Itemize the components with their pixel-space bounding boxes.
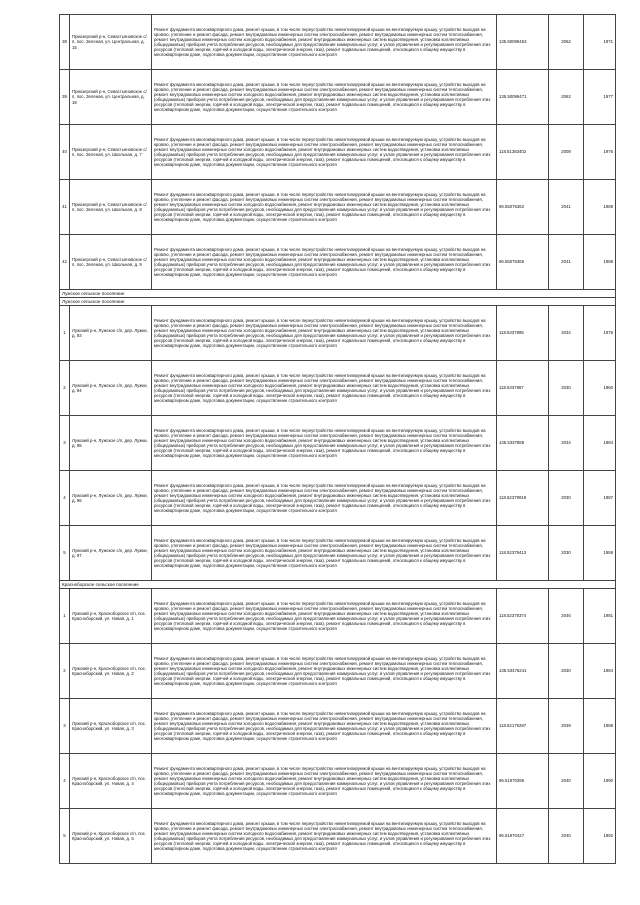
table-row xyxy=(60,589,616,644)
table-row xyxy=(60,70,616,125)
construction-year: 1976 xyxy=(584,306,616,361)
cost-value: 118.5337895 xyxy=(497,306,549,361)
table-row xyxy=(60,471,616,526)
building-address: Приозерский р-н, Севастьяновское с/п, пос. Зеленая, ул. Центральная, д. 15 xyxy=(70,15,152,70)
building-address: Приозерский р-н, Севастьяновское с/п, пос. Зеленая, ул. Школьная, д. 9 xyxy=(70,235,152,290)
repair-works-list: Ремонт фундамента многоквартирного дома, ремонт крыши, в том числе переустройство невентилируемой крыши на вентилируемую крышу, устройство выходов на кровлю, утепление и ремонт фасада, ремонт внутридомовых инженерных систем электроснабжения, ремонт внутридомовых инженерных систем теплоснабжения, ремонт внутридомовых инженерных систем холодного водоснабжения, ремонт внутридомовых инженерных систем водоотведения, установка коллективных (общедомовых) приборов учета потребления ресурсов, необходимых для предоставления коммунальных услуг, и узлов управления и регулирования потребления этих ресурсов (тепловой энергии, горячей и холодной воды, электрической энергии, газа), ремонт подвальных помещений, относящихся к общему имуществу в многоквартирном доме, подготовка документации, осуществление строительного контроля xyxy=(152,589,497,644)
building-address: Лужский р-н, Лужское с/п, дер. Лужки, д. 96 xyxy=(70,471,152,526)
repair-works-list: Ремонт фундамента многоквартирного дома, ремонт крыши, в том числе переустройство невентилируемой крыши на вентилируемую крышу, устройство выходов на кровлю, утепление и ремонт фасада, ремонт внутридомовых инженерных систем электроснабжения, ремонт внутридомовых инженерных систем теплоснабжения, ремонт внутридомовых инженерных систем холодного водоснабжения, ремонт внутридомовых инженерных систем водоотведения, установка коллективных (общедомовых) приборов учета потребления ресурсов, необходимых для предоставления коммунальных услуг, и узлов управления и регулирования потребления этих ресурсов (тепловой энергии, горячей и холодной воды, электрической энергии, газа), ремонт подвальных помещений, относящихся к общему имуществу в многоквартирном доме, подготовка документации, осуществление строительного контроля xyxy=(152,471,497,526)
cost-value: 118.52379413 xyxy=(497,526,549,581)
cost-value: 135.50099463 xyxy=(497,15,549,70)
table-row xyxy=(60,699,616,754)
row-number: 40 xyxy=(60,125,70,180)
completion-year: 2040 xyxy=(549,809,584,864)
building-address: Лужский р-н, Лужское с/п, дер. Лужки, д. 97 xyxy=(70,526,152,581)
table-row xyxy=(60,416,616,471)
completion-year: 2062 xyxy=(549,15,584,70)
cost-value: 118.52378374 xyxy=(497,589,549,644)
document-page xyxy=(59,14,615,864)
repair-works-list: Ремонт фундамента многоквартирного дома, ремонт крыши, в том числе переустройство невентилируемой крыши на вентилируемую крышу, устройство выходов на кровлю, утепление и ремонт фасада, ремонт внутридомовых инженерных систем электроснабжения, ремонт внутридомовых инженерных систем теплоснабжения, ремонт внутридомовых инженерных систем холодного водоснабжения, ремонт внутридомовых инженерных систем водоотведения, установка коллективных (общедомовых) приборов учета потребления ресурсов, необходимых для предоставления коммунальных услуг, и узлов управления и регулирования потребления этих ресурсов (тепловой энергии, горячей и холодной воды, электрической энергии, газа), ремонт подвальных помещений, относящихся к общему имуществу в многоквартирном доме, подготовка документации, осуществление строительного контроля xyxy=(152,754,497,809)
construction-year: 1977 xyxy=(584,70,616,125)
row-number: 1 xyxy=(60,306,70,361)
housing-repair-table xyxy=(59,14,616,864)
repair-works-list: Ремонт фундамента многоквартирного дома, ремонт крыши, в том числе переустройство невентилируемой крыши на вентилируемую крышу, устройство выходов на кровлю, утепление и ремонт фасада, ремонт внутридомовых инженерных систем электроснабжения, ремонт внутридомовых инженерных систем теплоснабжения, ремонт внутридомовых инженерных систем холодного водоснабжения, ремонт внутридомовых инженерных систем водоотведения, установка коллективных (общедомовых) приборов учета потребления ресурсов, необходимых для предоставления коммунальных услуг, и узлов управления и регулирования потребления этих ресурсов (тепловой энергии, горячей и холодной воды, электрической энергии, газа), ремонт подвальных помещений, относящихся к общему имуществу в многоквартирном доме, подготовка документации, осуществление строительного контроля xyxy=(152,699,497,754)
table-body xyxy=(60,15,616,864)
construction-year: 1988 xyxy=(584,180,616,235)
repair-works-list: Ремонт фундамента многоквартирного дома, ремонт крыши, в том числе переустройство невентилируемой крыши на вентилируемую крышу, устройство выходов на кровлю, утепление и ремонт фасада, ремонт внутридомовых инженерных систем электроснабжения, ремонт внутридомовых инженерных систем теплоснабжения, ремонт внутридомовых инженерных систем холодного водоснабжения, ремонт внутридомовых инженерных систем водоотведения, установка коллективных (общедомовых) приборов учета потребления ресурсов, необходимых для предоставления коммунальных услуг, и узлов управления и регулирования потребления этих ресурсов (тепловой энергии, горячей и холодной воды, электрической энергии, газа), ремонт подвальных помещений, относящихся к общему имуществу в многоквартирном доме, подготовка документации, осуществление строительного контроля xyxy=(152,15,497,70)
repair-works-list: Ремонт фундамента многоквартирного дома, ремонт крыши, в том числе переустройство невентилируемой крыши на вентилируемую крышу, устройство выходов на кровлю, утепление и ремонт фасада, ремонт внутридомовых инженерных систем электроснабжения, ремонт внутридомовых инженерных систем теплоснабжения, ремонт внутридомовых инженерных систем холодного водоснабжения, ремонт внутридомовых инженерных систем водоотведения, установка коллективных (общедомовых) приборов учета потребления ресурсов, необходимых для предоставления коммунальных услуг, и узлов управления и регулирования потребления этих ресурсов (тепловой энергии, горячей и холодной воды, электрической энергии, газа), ремонт подвальных помещений, относящихся к общему имуществу в многоквартирном доме, подготовка документации, осуществление строительного контроля xyxy=(152,306,497,361)
cost-value: 96.55075362 xyxy=(497,180,549,235)
cost-value: 118.5337887 xyxy=(497,361,549,416)
construction-year: 1988 xyxy=(584,699,616,754)
completion-year: 2030 xyxy=(549,471,584,526)
repair-works-list: Ремонт фундамента многоквартирного дома, ремонт крыши, в том числе переустройство невентилируемой крыши на вентилируемую крышу, устройство выходов на кровлю, утепление и ремонт фасада, ремонт внутридомовых инженерных систем электроснабжения, ремонт внутридомовых инженерных систем теплоснабжения, ремонт внутридомовых инженерных систем холодного водоснабжения, ремонт внутридомовых инженерных систем водоотведения, установка коллективных (общедомовых) приборов учета потребления ресурсов, необходимых для предоставления коммунальных услуг, и узлов управления и регулирования потребления этих ресурсов (тепловой энергии, горячей и холодной воды, электрической энергии, газа), ремонт подвальных помещений, относящихся к общему имуществу в многоквартирном доме, подготовка документации, осуществление строительного контроля xyxy=(152,416,497,471)
construction-year: 1988 xyxy=(584,235,616,290)
table-row xyxy=(60,809,616,864)
completion-year: 2034 xyxy=(549,306,584,361)
section-heading: Красноборское сельское поселение xyxy=(60,581,616,589)
row-number: 3 xyxy=(60,416,70,471)
building-address: Лужский р-н, Лужское с/п, дер. Лужки, д. 95 xyxy=(70,416,152,471)
row-number: 39 xyxy=(60,70,70,125)
section-heading: Лужское сельское поселение xyxy=(60,298,616,306)
row-number: 4 xyxy=(60,471,70,526)
repair-works-list: Ремонт фундамента многоквартирного дома, ремонт крыши, в том числе переустройство невентилируемой крыши на вентилируемую крышу, устройство выходов на кровлю, утепление и ремонт фасада, ремонт внутридомовых инженерных систем электроснабжения, ремонт внутридомовых инженерных систем теплоснабжения, ремонт внутридомовых инженерных систем холодного водоснабжения, ремонт внутридомовых инженерных систем водоотведения, установка коллективных (общедомовых) приборов учета потребления ресурсов, необходимых для предоставления коммунальных услуг, и узлов управления и регулирования потребления этих ресурсов (тепловой энергии, горячей и холодной воды, электрической энергии, газа), ремонт подвальных помещений, относящихся к общему имуществу в многоквартирном доме, подготовка документации, осуществление строительного контроля xyxy=(152,361,497,416)
row-number: 1 xyxy=(60,589,70,644)
section-heading: Лужское сельское поселение xyxy=(60,290,616,298)
table-row xyxy=(60,180,616,235)
completion-year: 2030 xyxy=(549,644,584,699)
table-row xyxy=(60,125,616,180)
cost-value: 135.50099471 xyxy=(497,70,549,125)
completion-year: 2030 xyxy=(549,526,584,581)
construction-year: 1976 xyxy=(584,125,616,180)
row-number: 2 xyxy=(60,644,70,699)
table-row xyxy=(60,644,616,699)
cost-value: 96.51970427 xyxy=(497,809,549,864)
table-row xyxy=(60,754,616,809)
table-row xyxy=(60,526,616,581)
construction-year: 1992 xyxy=(584,809,616,864)
row-number: 3 xyxy=(60,699,70,754)
row-number: 2 xyxy=(60,361,70,416)
repair-works-list: Ремонт фундамента многоквартирного дома, ремонт крыши, в том числе переустройство невентилируемой крыши на вентилируемую крышу, устройство выходов на кровлю, утепление и ремонт фасада, ремонт внутридомовых инженерных систем электроснабжения, ремонт внутридомовых инженерных систем теплоснабжения, ремонт внутридомовых инженерных систем холодного водоснабжения, ремонт внутридомовых инженерных систем водоотведения, установка коллективных (общедомовых) приборов учета потребления ресурсов, необходимых для предоставления коммунальных услуг, и узлов управления и регулирования потребления этих ресурсов (тепловой энергии, горячей и холодной воды, электрической энергии, газа), ремонт подвальных помещений, относящихся к общему имуществу в многоквартирном доме, подготовка документации, осуществление строительного контроля xyxy=(152,644,497,699)
building-address: Лужский р-н, Красноборское с/п, пос. Красноборский, ул. Новая, д. 5 xyxy=(70,809,152,864)
construction-year: 1987 xyxy=(584,471,616,526)
repair-works-list: Ремонт фундамента многоквартирного дома, ремонт крыши, в том числе переустройство невентилируемой крыши на вентилируемую крышу, устройство выходов на кровлю, утепление и ремонт фасада, ремонт внутридомовых инженерных систем электроснабжения, ремонт внутридомовых инженерных систем теплоснабжения, ремонт внутридомовых инженерных систем холодного водоснабжения, ремонт внутридомовых инженерных систем водоотведения, установка коллективных (общедомовых) приборов учета потребления ресурсов, необходимых для предоставления коммунальных услуг, и узлов управления и регулирования потребления этих ресурсов (тепловой энергии, горячей и холодной воды, электрической энергии, газа), ремонт подвальных помещений, относящихся к общему имуществу в многоквартирном доме, подготовка документации, осуществление строительного контроля xyxy=(152,70,497,125)
repair-works-list: Ремонт фундамента многоквартирного дома, ремонт крыши, в том числе переустройство невентилируемой крыши на вентилируемую крышу, устройство выходов на кровлю, утепление и ремонт фасада, ремонт внутридомовых инженерных систем электроснабжения, ремонт внутридомовых инженерных систем теплоснабжения, ремонт внутридомовых инженерных систем холодного водоснабжения, ремонт внутридомовых инженерных систем водоотведения, установка коллективных (общедомовых) приборов учета потребления ресурсов, необходимых для предоставления коммунальных услуг, и узлов управления и регулирования потребления этих ресурсов (тепловой энергии, горячей и холодной воды, электрической энергии, газа), ремонт подвальных помещений, относящихся к общему имуществу в многоквартирном доме, подготовка документации, осуществление строительного контроля xyxy=(152,526,497,581)
construction-year: 1960 xyxy=(584,361,616,416)
completion-year: 2034 xyxy=(549,416,584,471)
cost-value: 96.55075365 xyxy=(497,235,549,290)
building-address: Лужский р-н, Лужское с/п, дер. Лужки, д. 94 xyxy=(70,361,152,416)
building-address: Приозерский р-н, Севастьяновское с/п, пос. Зеленая, ул. Центральная, д. 18 xyxy=(70,70,152,125)
cost-value: 118.52379919 xyxy=(497,471,549,526)
cost-value: 118.51383402 xyxy=(497,125,549,180)
building-address: Лужский р-н, Красноборское с/п, пос. Красноборский, ул. Новая, д. 2 xyxy=(70,644,152,699)
completion-year: 2041 xyxy=(549,180,584,235)
construction-year: 1984 xyxy=(584,416,616,471)
completion-year: 2030 xyxy=(549,361,584,416)
repair-works-list: Ремонт фундамента многоквартирного дома, ремонт крыши, в том числе переустройство невентилируемой крыши на вентилируемую крышу, устройство выходов на кровлю, утепление и ремонт фасада, ремонт внутридомовых инженерных систем электроснабжения, ремонт внутридомовых инженерных систем теплоснабжения, ремонт внутридомовых инженерных систем холодного водоснабжения, ремонт внутридомовых инженерных систем водоотведения, установка коллективных (общедомовых) приборов учета потребления ресурсов, необходимых для предоставления коммунальных услуг, и узлов управления и регулирования потребления этих ресурсов (тепловой энергии, горячей и холодной воды, электрической энергии, газа), ремонт подвальных помещений, относящихся к общему имуществу в многоквартирном доме, подготовка документации, осуществление строительного контроля xyxy=(152,125,497,180)
completion-year: 2008 xyxy=(549,125,584,180)
building-address: Приозерский р-н, Севастьяновское с/п, пос. Зеленая, ул. Школьная, д. 7 xyxy=(70,125,152,180)
completion-year: 2041 xyxy=(549,235,584,290)
section-heading-row xyxy=(60,298,616,306)
row-number: 5 xyxy=(60,526,70,581)
building-address: Приозерский р-н, Севастьяновское с/п, пос. Зеленая, ул. Школьная, д. 8 xyxy=(70,180,152,235)
row-number: 4 xyxy=(60,754,70,809)
repair-works-list: Ремонт фундамента многоквартирного дома, ремонт крыши, в том числе переустройство невентилируемой крыши на вентилируемую крышу, устройство выходов на кровлю, утепление и ремонт фасада, ремонт внутридомовых инженерных систем электроснабжения, ремонт внутридомовых инженерных систем теплоснабжения, ремонт внутридомовых инженерных систем холодного водоснабжения, ремонт внутридомовых инженерных систем водоотведения, установка коллективных (общедомовых) приборов учета потребления ресурсов, необходимых для предоставления коммунальных услуг, и узлов управления и регулирования потребления этих ресурсов (тепловой энергии, горячей и холодной воды, электрической энергии, газа), ремонт подвальных помещений, относящихся к общему имуществу в многоквартирном доме, подготовка документации, осуществление строительного контроля xyxy=(152,809,497,864)
section-heading-row xyxy=(60,290,616,298)
cost-value: 96.51970396 xyxy=(497,754,549,809)
construction-year: 1981 xyxy=(584,589,616,644)
row-number: 42 xyxy=(60,235,70,290)
repair-works-list: Ремонт фундамента многоквартирного дома, ремонт крыши, в том числе переустройство невентилируемой крыши на вентилируемую крышу, устройство выходов на кровлю, утепление и ремонт фасада, ремонт внутридомовых инженерных систем электроснабжения, ремонт внутридомовых инженерных систем теплоснабжения, ремонт внутридомовых инженерных систем холодного водоснабжения, ремонт внутридомовых инженерных систем водоотведения, установка коллективных (общедомовых) приборов учета потребления ресурсов, необходимых для предоставления коммунальных услуг, и узлов управления и регулирования потребления этих ресурсов (тепловой энергии, горячей и холодной воды, электрической энергии, газа), ремонт подвальных помещений, относящихся к общему имуществу в многоквартирном доме, подготовка документации, осуществление строительного контроля xyxy=(152,235,497,290)
cost-value: 135.53476241 xyxy=(497,644,549,699)
construction-year: 1959 xyxy=(584,526,616,581)
repair-works-list: Ремонт фундамента многоквартирного дома, ремонт крыши, в том числе переустройство невентилируемой крыши на вентилируемую крышу, устройство выходов на кровлю, утепление и ремонт фасада, ремонт внутридомовых инженерных систем электроснабжения, ремонт внутридомовых инженерных систем теплоснабжения, ремонт внутридомовых инженерных систем холодного водоснабжения, ремонт внутридомовых инженерных систем водоотведения, установка коллективных (общедомовых) приборов учета потребления ресурсов, необходимых для предоставления коммунальных услуг, и узлов управления и регулирования потребления этих ресурсов (тепловой энергии, горячей и холодной воды, электрической энергии, газа), ремонт подвальных помещений, относящихся к общему имуществу в многоквартирном доме, подготовка документации, осуществление строительного контроля xyxy=(152,180,497,235)
table-row xyxy=(60,15,616,70)
row-number: 41 xyxy=(60,180,70,235)
construction-year: 1990 xyxy=(584,754,616,809)
completion-year: 2046 xyxy=(549,589,584,644)
construction-year: 1971 xyxy=(584,15,616,70)
building-address: Лужский р-н, Красноборское с/п, пос. Красноборский, ул. Новая, д. 4 xyxy=(70,754,152,809)
completion-year: 2039 xyxy=(549,699,584,754)
completion-year: 2062 xyxy=(549,70,584,125)
row-number: 5 xyxy=(60,809,70,864)
table-row xyxy=(60,361,616,416)
completion-year: 2040 xyxy=(549,754,584,809)
cost-value: 135.5337888 xyxy=(497,416,549,471)
section-heading-row xyxy=(60,581,616,589)
cost-value: 118.52175287 xyxy=(497,699,549,754)
construction-year: 1984 xyxy=(584,644,616,699)
table-row xyxy=(60,306,616,361)
building-address: Лужский р-н, Лужское с/п, дер. Лужки, д. 93 xyxy=(70,306,152,361)
row-number: 38 xyxy=(60,15,70,70)
building-address: Лужский р-н, Красноборское с/п, пос. Красноборский, ул. Новая, д. 1 xyxy=(70,589,152,644)
building-address: Лужский р-н, Красноборское с/п, пос. Красноборский, ул. Новая, д. 3 xyxy=(70,699,152,754)
table-row xyxy=(60,235,616,290)
